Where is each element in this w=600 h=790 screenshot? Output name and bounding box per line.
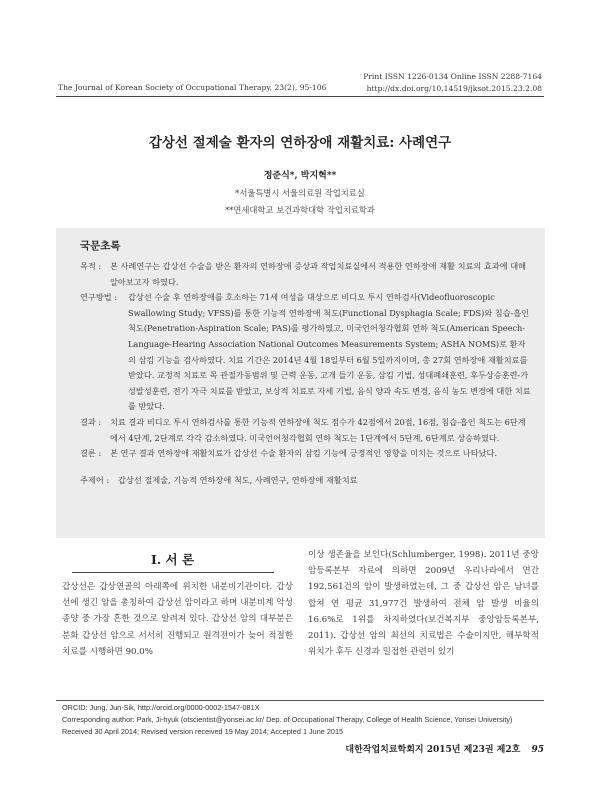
running-header-right (363, 71, 542, 95)
abstract-label: 연구방법 : (80, 292, 117, 303)
journal-citation: The Journal of Korean Society of Occupational Therapy, 23(2), 95-106 (58, 83, 327, 92)
abstract-text: 본 연구 결과 연하장애 재활치료가 갑상선 수술 환자의 삼킴 기능에 긍정적인 영향을 미치는 것으로 나타났다. (110, 448, 498, 459)
received-line: Received 30 April 2014; Revised version received 19 May 2014; Accepted 1 June 2015 (62, 727, 344, 736)
footer-journal-issue: 대한작업치료학회지 2015년 제23권 제2호 (345, 745, 521, 755)
body-column-left (62, 579, 293, 660)
footnote-rule (56, 700, 544, 701)
abstract-text: 본 사례연구는 갑상선 수술을 받은 환자의 연하장애 증상과 작업치료실에서 적용한 연하장애 재활 치료의 효과에 대해 알아보고자 하였다. (110, 261, 527, 287)
keywords (80, 473, 532, 489)
paper-title: 갑상선 절제술 환자의 연하장애 재활치료: 사례연구 (148, 135, 452, 151)
abstract-text: 갑상선 수술 후 연하장애를 호소하는 71세 여성을 대상으로 비디오 투시 연하검사(Videofluoroscopic Swallowing Study; VFSS)를 통한 기능적 연하장애 척도(Functional Dysphagia Scale; FDS)와 침습-흡인 척도(Penetration-Aspiration Scale; PAS)를 평가하였고, 미국언어청각협회 연하 척도(American Speech-Language-Hearing Association National Outcomes Measurements System; ASHA NOMS)로 환자의 삼킴 기능을 검사하였다. 치료 기간은 2014년 4월 18일부터 6월 5일까지이며, 총 27회 연하장애 재활치료를 받았다. 교정적 치료로 목 관절가동범위 및 근력 운동, 고개 들기 운동, 삼킴 기법, 성대폐쇄훈련, 후두상승훈련-가성발성훈련, 전기 자극 치료를 받았고, 보상적 치료로 자세 기법, 음식 양과 속도 변경, 음식 농도 변경에 대한 치료를 받았다. (128, 292, 531, 412)
abstract-results (80, 415, 532, 446)
section-rule (72, 572, 274, 573)
affiliation-2: **연세대학교 보건과학대학 작업치료학과 (225, 205, 375, 215)
abstract-label: 목적 : (80, 261, 102, 271)
keywords-label: 주제어 : (80, 474, 110, 485)
abstract-conclusion (80, 446, 532, 462)
issn-line: Print ISSN 1226-0134 Online ISSN 2288-7164 (363, 72, 542, 81)
footnote (62, 702, 552, 738)
header-rule (56, 96, 544, 97)
page-number: 95 (531, 745, 544, 755)
paragraph-text: 갑상선은 갑상연골의 아래쪽에 위치한 내분비기관이다. 갑상선에 생긴 암을 총칭하여 갑상선 암이라고 하며 내분비계 악성 종양 중 가장 흔한 것으로 알려져 있다. 갑상선 암의 대부분은 분화 갑상선 암으로 서서히 진행되고 원격전이가 늦어 적절한 치료를 시행하면 90.0% (62, 582, 293, 657)
corresponding-author-line: Corresponding author: Park, Ji-hyuk (otscientist@yonsei.ac.kr/ Dep. of Occupational Therapy, College of Health Science, Yonsei University) (62, 715, 513, 724)
keywords-text: 갑상선 절제술, 기능적 연하장애 척도, 사례연구, 연하장애 재활치료 (118, 474, 358, 485)
affiliation-1: *서울특별시 서울의료원 작업치료실 (235, 188, 365, 198)
orcid-line: ORCID: Jung, Jun-Sik, http://orcid.org/0000-0002-1547-081X (62, 703, 260, 712)
body-column-right (308, 547, 539, 660)
page-footer (345, 742, 544, 755)
abstract-label: 결론 : (80, 448, 102, 459)
abstract-text: 치료 결과 비디오 투시 연하검사를 통한 기능적 연하장애 척도 점수가 42점에서 20점, 16점, 침습-흡인 척도는 6단계에서 4단계, 2단계로 각각 감소하였다. 미국언어청각협회 연하 척도는 1단계에서 5단계, 6단계로 상승하였다. (110, 416, 526, 443)
abstract-purpose (80, 259, 532, 290)
abstract-heading: 국문초록 (80, 240, 121, 252)
abstract-methods (80, 290, 532, 415)
abstract-label: 결과 : (80, 416, 102, 427)
author-list: 정준식*, 박지혁** (263, 171, 337, 181)
section-heading-introduction: Ⅰ. 서 론 (150, 552, 195, 567)
doi-line[interactable]: http://dx.doi.org/10.14519/jksot.2015.23.2.08 (366, 84, 542, 93)
paragraph-text: 이상 생존율을 보인다(Schlumberger, 1998). 2011년 중앙암등록본부 자료에 의하면 2009년 우리나라에서 연간 192,561건의 암이 발생하였는데, 그 중 갑상선 암은 남녀를 합쳐 연 평균 31,977건 발생하여 전체 암 발생 비율의 16.6%로 1위를 차지하였다(보건복지부 중앙암등록본부, 2011). 갑상선 암의 최선의 치료법은 수술이지만, 해부학적 위치가 후두 신경과 밀접한 관련이 있기 (308, 550, 539, 658)
abstract-body (80, 259, 532, 488)
